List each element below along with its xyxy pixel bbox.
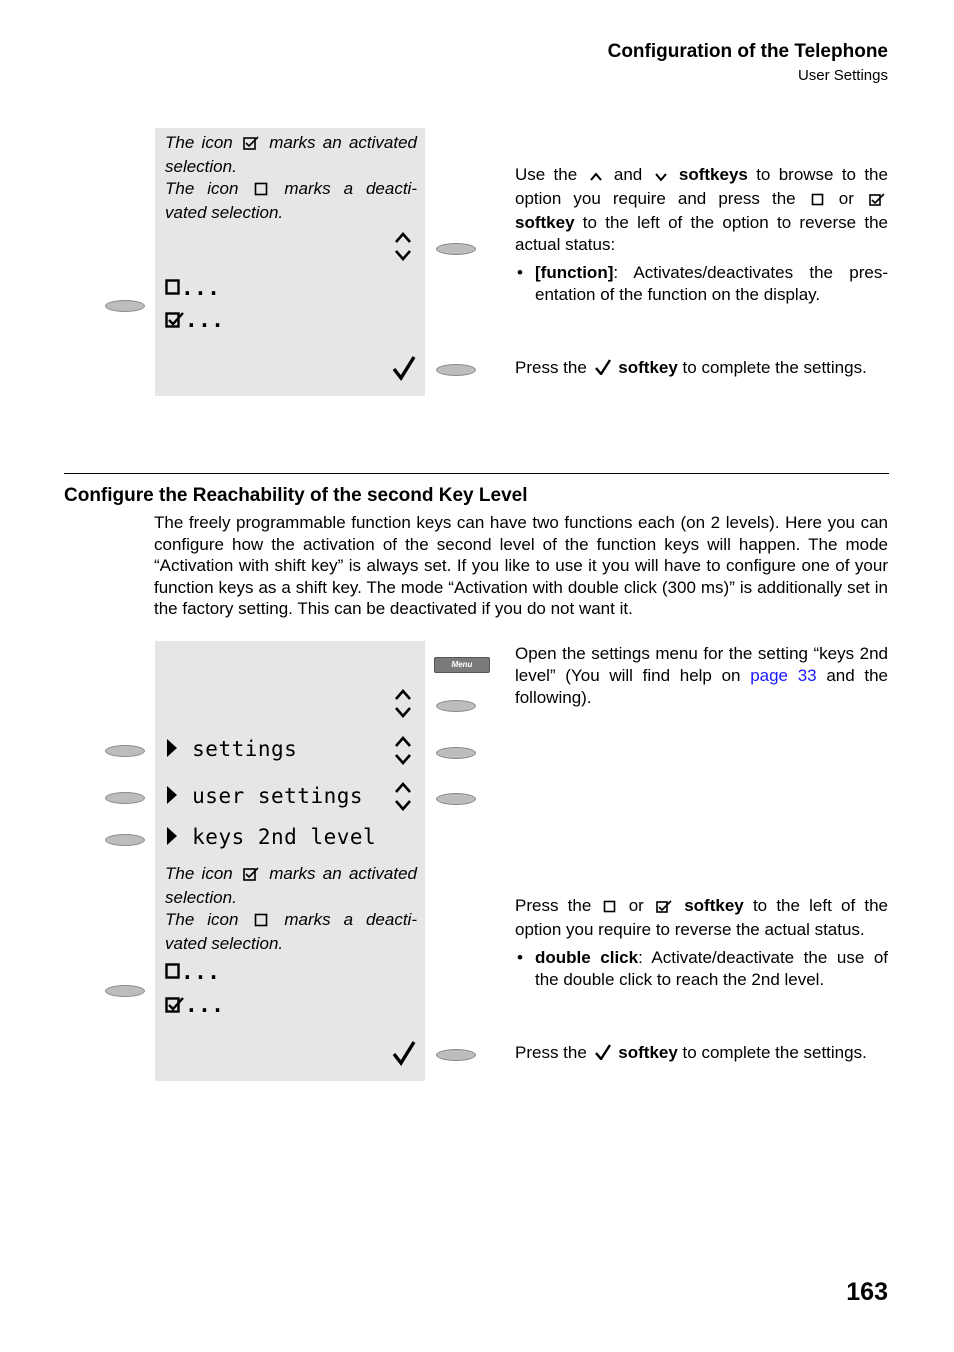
- checked-box-icon: [869, 190, 885, 212]
- section-heading: Configure the Reachability of the second Key Level: [64, 485, 528, 506]
- unchecked-box-icon: [811, 190, 824, 212]
- lcd-option-unchecked: ...: [165, 960, 220, 985]
- softkey-right-scroll[interactable]: [436, 243, 476, 255]
- page-link[interactable]: page 33: [750, 666, 817, 685]
- triangle-right-icon: [165, 785, 179, 810]
- open-menu-instruction: Open the settings menu for the setting “keys 2nd level” (You will find help on page 33 and the following).: [515, 644, 888, 707]
- page-number: 163: [846, 1278, 888, 1306]
- up-down-chevron-icon: [393, 687, 413, 719]
- checkmark-icon: [595, 359, 611, 381]
- unchecked-box-icon: [254, 180, 268, 202]
- running-header-subtitle: User Settings: [797, 67, 888, 84]
- down-chevron-icon: [654, 166, 668, 188]
- checkmark-icon: [392, 355, 416, 381]
- checked-box-icon: [165, 994, 185, 1018]
- up-down-chevron-icon: [393, 734, 413, 766]
- softkey-right-scroll-3[interactable]: [436, 793, 476, 805]
- triangle-right-icon: [165, 826, 179, 851]
- checked-box-icon: [656, 897, 672, 919]
- softkey-right-confirm[interactable]: [436, 364, 476, 376]
- lcd-item-keys-2nd-level: keys 2nd level: [165, 825, 376, 851]
- press-confirm-instruction: Press the softkey to complete the settings.: [515, 1042, 888, 1066]
- softkey-left-user-settings[interactable]: [105, 792, 145, 804]
- lcd-item-settings: settings: [165, 737, 297, 763]
- toggle-instruction: Press the or softkey to the left of the option you require to reverse the actual status. • double click: Activate/deactivate the use of the double click to reach the 2nd level.: [515, 896, 889, 989]
- triangle-right-icon: [165, 738, 179, 763]
- up-chevron-icon: [589, 166, 603, 188]
- unchecked-box-icon: [603, 897, 616, 919]
- menu-key[interactable]: Menu: [434, 657, 490, 673]
- checked-box-icon: [165, 309, 185, 333]
- softkey-left-settings[interactable]: [105, 745, 145, 757]
- softkey-right-scroll-1[interactable]: [436, 700, 476, 712]
- double-click-bullet: • double click: Activate/deactivate the use of the double click to reach the 2nd level.: [517, 948, 889, 989]
- press-confirm-instruction: Press the softkey to complete the settings.: [515, 357, 888, 381]
- checked-box-icon: [243, 865, 259, 887]
- unchecked-box-icon: [165, 277, 181, 301]
- browse-instructions: Use the and softkeys to browse to the option you require and press the or softkey to the left of the option to reverse the actual status: • [function]: Activates/deactivates the pres-entation of the function on the display.: [515, 165, 888, 304]
- icon-legend-note: The icon marks an activated selection. The icon marks a deacti-vated selection.: [165, 133, 417, 222]
- section-paragraph: The freely programmable function keys can have two functions each (on 2 levels). Here you can configure how the activation of the second level of the function keys will happen. The mode “Activation with shift key” is always set. If you like to use it you will have to configure one of your function keys as a shift key. The mode “Activation with double click (300 ms)” is additionally set in the factory setting. This can be deactivated if you do not want it.: [154, 513, 888, 619]
- running-header-title: Configuration of the Telephone: [607, 41, 888, 62]
- checkmark-icon: [595, 1044, 611, 1066]
- up-down-chevron-icon: [393, 780, 413, 812]
- softkey-left-option[interactable]: [105, 300, 145, 312]
- section-divider: [64, 473, 889, 474]
- checked-box-icon: [243, 134, 259, 156]
- function-bullet: • [function]: Activates/deactivates the pres-entation of the function on the display.: [517, 263, 888, 304]
- lcd-item-user-settings: user settings: [165, 784, 363, 810]
- up-down-chevron-icon: [393, 230, 413, 262]
- softkey-left-option[interactable]: [105, 985, 145, 997]
- lcd-option-checked: ...: [165, 308, 224, 333]
- softkey-right-scroll-2[interactable]: [436, 747, 476, 759]
- lcd-option-unchecked: ...: [165, 276, 220, 301]
- unchecked-box-icon: [254, 911, 268, 933]
- checkmark-icon: [392, 1040, 416, 1066]
- unchecked-box-icon: [165, 961, 181, 985]
- softkey-right-confirm[interactable]: [436, 1049, 476, 1061]
- icon-legend-note: The icon marks an activated selection. The icon marks a deacti-vated selection.: [165, 864, 417, 953]
- lcd-option-checked: ...: [165, 993, 224, 1018]
- softkey-left-keys-2nd-level[interactable]: [105, 834, 145, 846]
